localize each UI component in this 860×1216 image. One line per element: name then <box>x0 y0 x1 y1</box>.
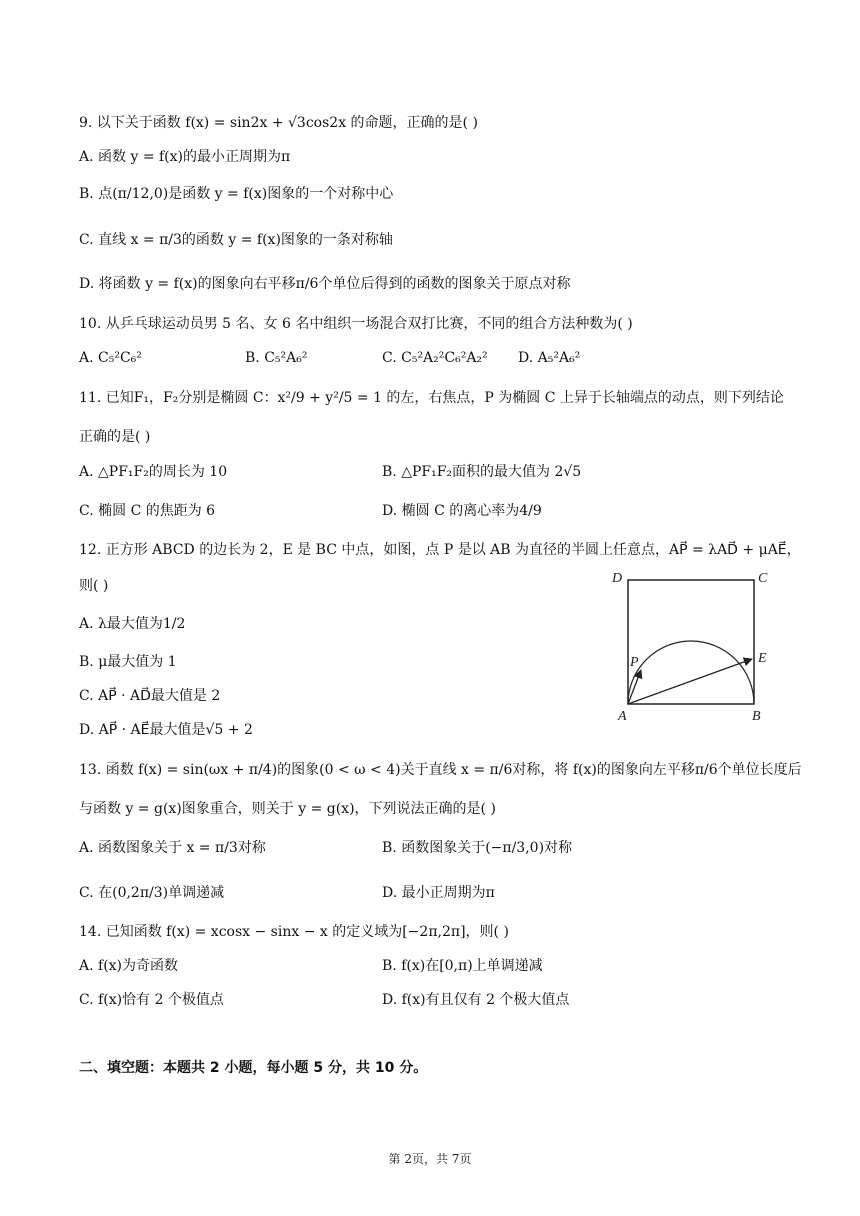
square-abcd <box>628 580 754 704</box>
label-e: E <box>758 651 767 666</box>
q12-stem-line1: 12. 正方形 ABCD 的边长为 2，E 是 BC 中点，如图，点 P 是以 AB 为直径的半圆上任意点，AP⃗ = λAD⃗ + μAE⃗， <box>79 542 801 558</box>
q9-option-d[interactable]: D. 将函数 y = f(x)的图象向右平移π/6个单位后得到的函数的图象关于原点对称 <box>79 276 571 292</box>
q10-option-a[interactable]: A. C₅²C₆² <box>79 350 142 366</box>
section-heading-fill-blank: 二、填空题：本题共 2 小题，每小题 5 分，共 10 分。 <box>79 1060 428 1076</box>
q11-option-c[interactable]: C. 椭圆 C 的焦距为 6 <box>79 503 216 519</box>
q12-option-a[interactable]: A. λ最大值为1/2 <box>79 616 186 632</box>
q10-option-b[interactable]: B. C₅²A₆² <box>245 350 308 366</box>
q11-option-a[interactable]: A. △PF₁F₂的周长为 10 <box>79 464 228 480</box>
q9-stem: 9. 以下关于函数 f(x) = sin2x + √3cos2x 的命题，正确的是( ) <box>79 115 478 131</box>
vector-ae <box>628 659 752 704</box>
q10-stem: 10. 从乒乓球运动员男 5 名、女 6 名中组织一场混合双打比赛，不同的组合方法种数为( ) <box>79 316 633 332</box>
label-p: P <box>630 655 639 670</box>
label-d: D <box>612 571 623 586</box>
q9-option-b[interactable]: B. 点(π/12,0)是函数 y = f(x)图象的一个对称中心 <box>79 186 394 202</box>
q12-option-b[interactable]: B. μ最大值为 1 <box>79 654 177 670</box>
square-semicircle-figure <box>606 566 786 728</box>
q11-stem-line1: 11. 已知F₁，F₂分别是椭圆 C：x²/9 + y²/5 = 1 的左，右焦点，P 为椭圆 C 上异于长轴端点的动点，则下列结论 <box>79 390 784 406</box>
q13-stem-line1: 13. 函数 f(x) = sin(ωx + π/4)的图象(0 < ω < 4)关于直线 x = π/6对称，将 f(x)的图象向左平移π/6个单位长度后 <box>79 762 802 778</box>
q10-option-c[interactable]: C. C₅²A₂²C₆²A₂² <box>382 350 488 366</box>
q10-option-d[interactable]: D. A₅²A₆² <box>518 350 581 366</box>
q12-option-c[interactable]: C. AP⃗ · AD⃗最大值是 2 <box>79 688 221 704</box>
q13-option-a[interactable]: A. 函数图象关于 x = π/3对称 <box>79 840 266 856</box>
q11-option-d[interactable]: D. 椭圆 C 的离心率为4/9 <box>382 503 542 519</box>
q11-stem-line2: 正确的是( ) <box>79 429 151 445</box>
page-footer: 第 2页，共 7页 <box>388 1152 472 1166</box>
label-b: B <box>752 709 761 724</box>
q13-option-c[interactable]: C. 在(0,2π/3)单调递减 <box>79 885 225 901</box>
label-c: C <box>758 571 768 586</box>
semicircle-ab <box>628 641 754 704</box>
q14-option-d[interactable]: D. f(x)有且仅有 2 个极大值点 <box>382 992 570 1008</box>
q14-option-a[interactable]: A. f(x)为奇函数 <box>79 958 179 974</box>
label-a: A <box>618 709 627 724</box>
q13-option-b[interactable]: B. 函数图象关于(−π/3,0)对称 <box>382 840 573 856</box>
q11-option-b[interactable]: B. △PF₁F₂面积的最大值为 2√5 <box>382 464 582 480</box>
q12-stem-line2: 则( ) <box>79 578 109 594</box>
q14-option-b[interactable]: B. f(x)在[0,π)上单调递减 <box>382 958 543 974</box>
q12-option-d[interactable]: D. AP⃗ · AE⃗最大值是√5 + 2 <box>79 722 253 738</box>
q13-stem-line2: 与函数 y = g(x)图象重合，则关于 y = g(x)，下列说法正确的是( ) <box>79 801 496 817</box>
q14-option-c[interactable]: C. f(x)恰有 2 个极值点 <box>79 992 224 1008</box>
q9-option-c[interactable]: C. 直线 x = π/3的函数 y = f(x)图象的一条对称轴 <box>79 232 393 248</box>
q13-option-d[interactable]: D. 最小正周期为π <box>382 885 495 901</box>
q9-option-a[interactable]: A. 函数 y = f(x)的最小正周期为π <box>79 149 291 165</box>
q14-stem: 14. 已知函数 f(x) = xcosx − sinx − x 的定义域为[−2π,2π]，则( ) <box>79 924 509 940</box>
